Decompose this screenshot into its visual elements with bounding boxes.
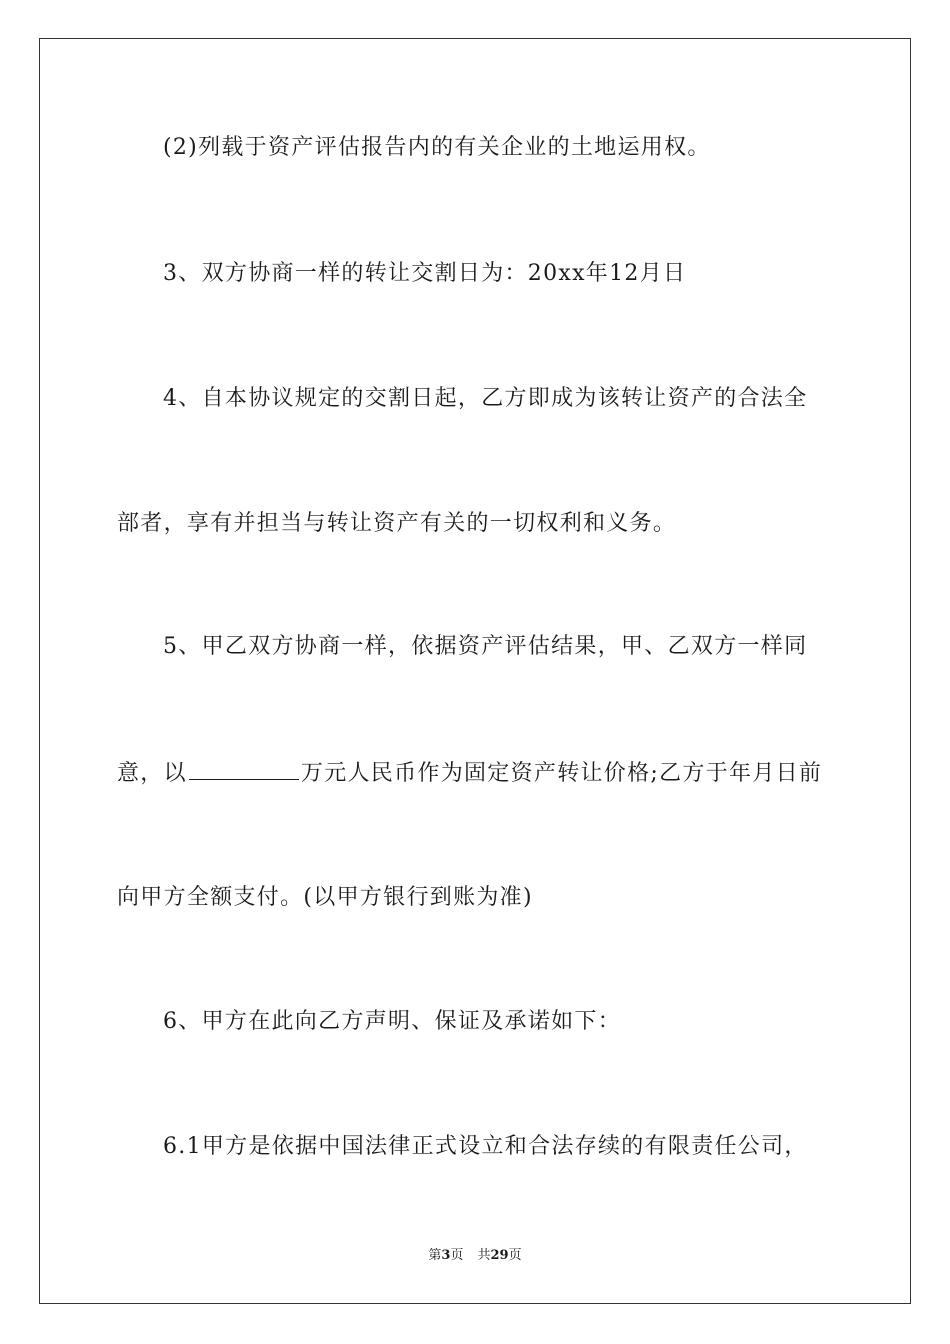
footer-total-pages: 29 xyxy=(490,1248,509,1263)
footer-page-prefix: 第 xyxy=(428,1248,442,1263)
paragraph-line xyxy=(0,759,950,788)
paragraph-line: 6、甲方在此向乙方声明、保证及承诺如下： xyxy=(163,1009,621,1034)
paragraph-line: 3、双方协商一样的转让交割日为：20xx年12月日 xyxy=(163,261,687,286)
page-footer xyxy=(0,1248,950,1264)
page-border xyxy=(39,38,911,1304)
paragraph-text: 意，以 xyxy=(117,761,187,786)
paragraph-line: 5、甲乙双方协商一样，依据资产评估结果，甲、乙双方一样同 xyxy=(163,634,808,659)
paragraph-line: 向甲方全额支付。(以甲方银行到账为准) xyxy=(117,885,533,910)
blank-field xyxy=(189,759,299,780)
paragraph-text: 万元人民币作为固定资产转让价格;乙方于年月日前 xyxy=(300,761,823,786)
paragraph-line: 部者，享有并担当与转让资产有关的一切权利和义务。 xyxy=(117,511,677,536)
footer-page-number: 3 xyxy=(441,1248,451,1263)
paragraph-line: (2)列载于资产评估报告内的有关企业的土地运用权。 xyxy=(163,135,711,160)
paragraph-line: 6.1甲方是依据中国法律正式设立和合法存续的有限责任公司， xyxy=(163,1134,808,1159)
footer-total-prefix: 共 xyxy=(477,1248,491,1263)
paragraph-line: 4、自本协议规定的交割日起，乙方即成为该转让资产的合法全 xyxy=(163,386,808,411)
footer-page-suffix: 页 xyxy=(450,1248,464,1263)
footer-total-suffix: 页 xyxy=(508,1248,522,1263)
